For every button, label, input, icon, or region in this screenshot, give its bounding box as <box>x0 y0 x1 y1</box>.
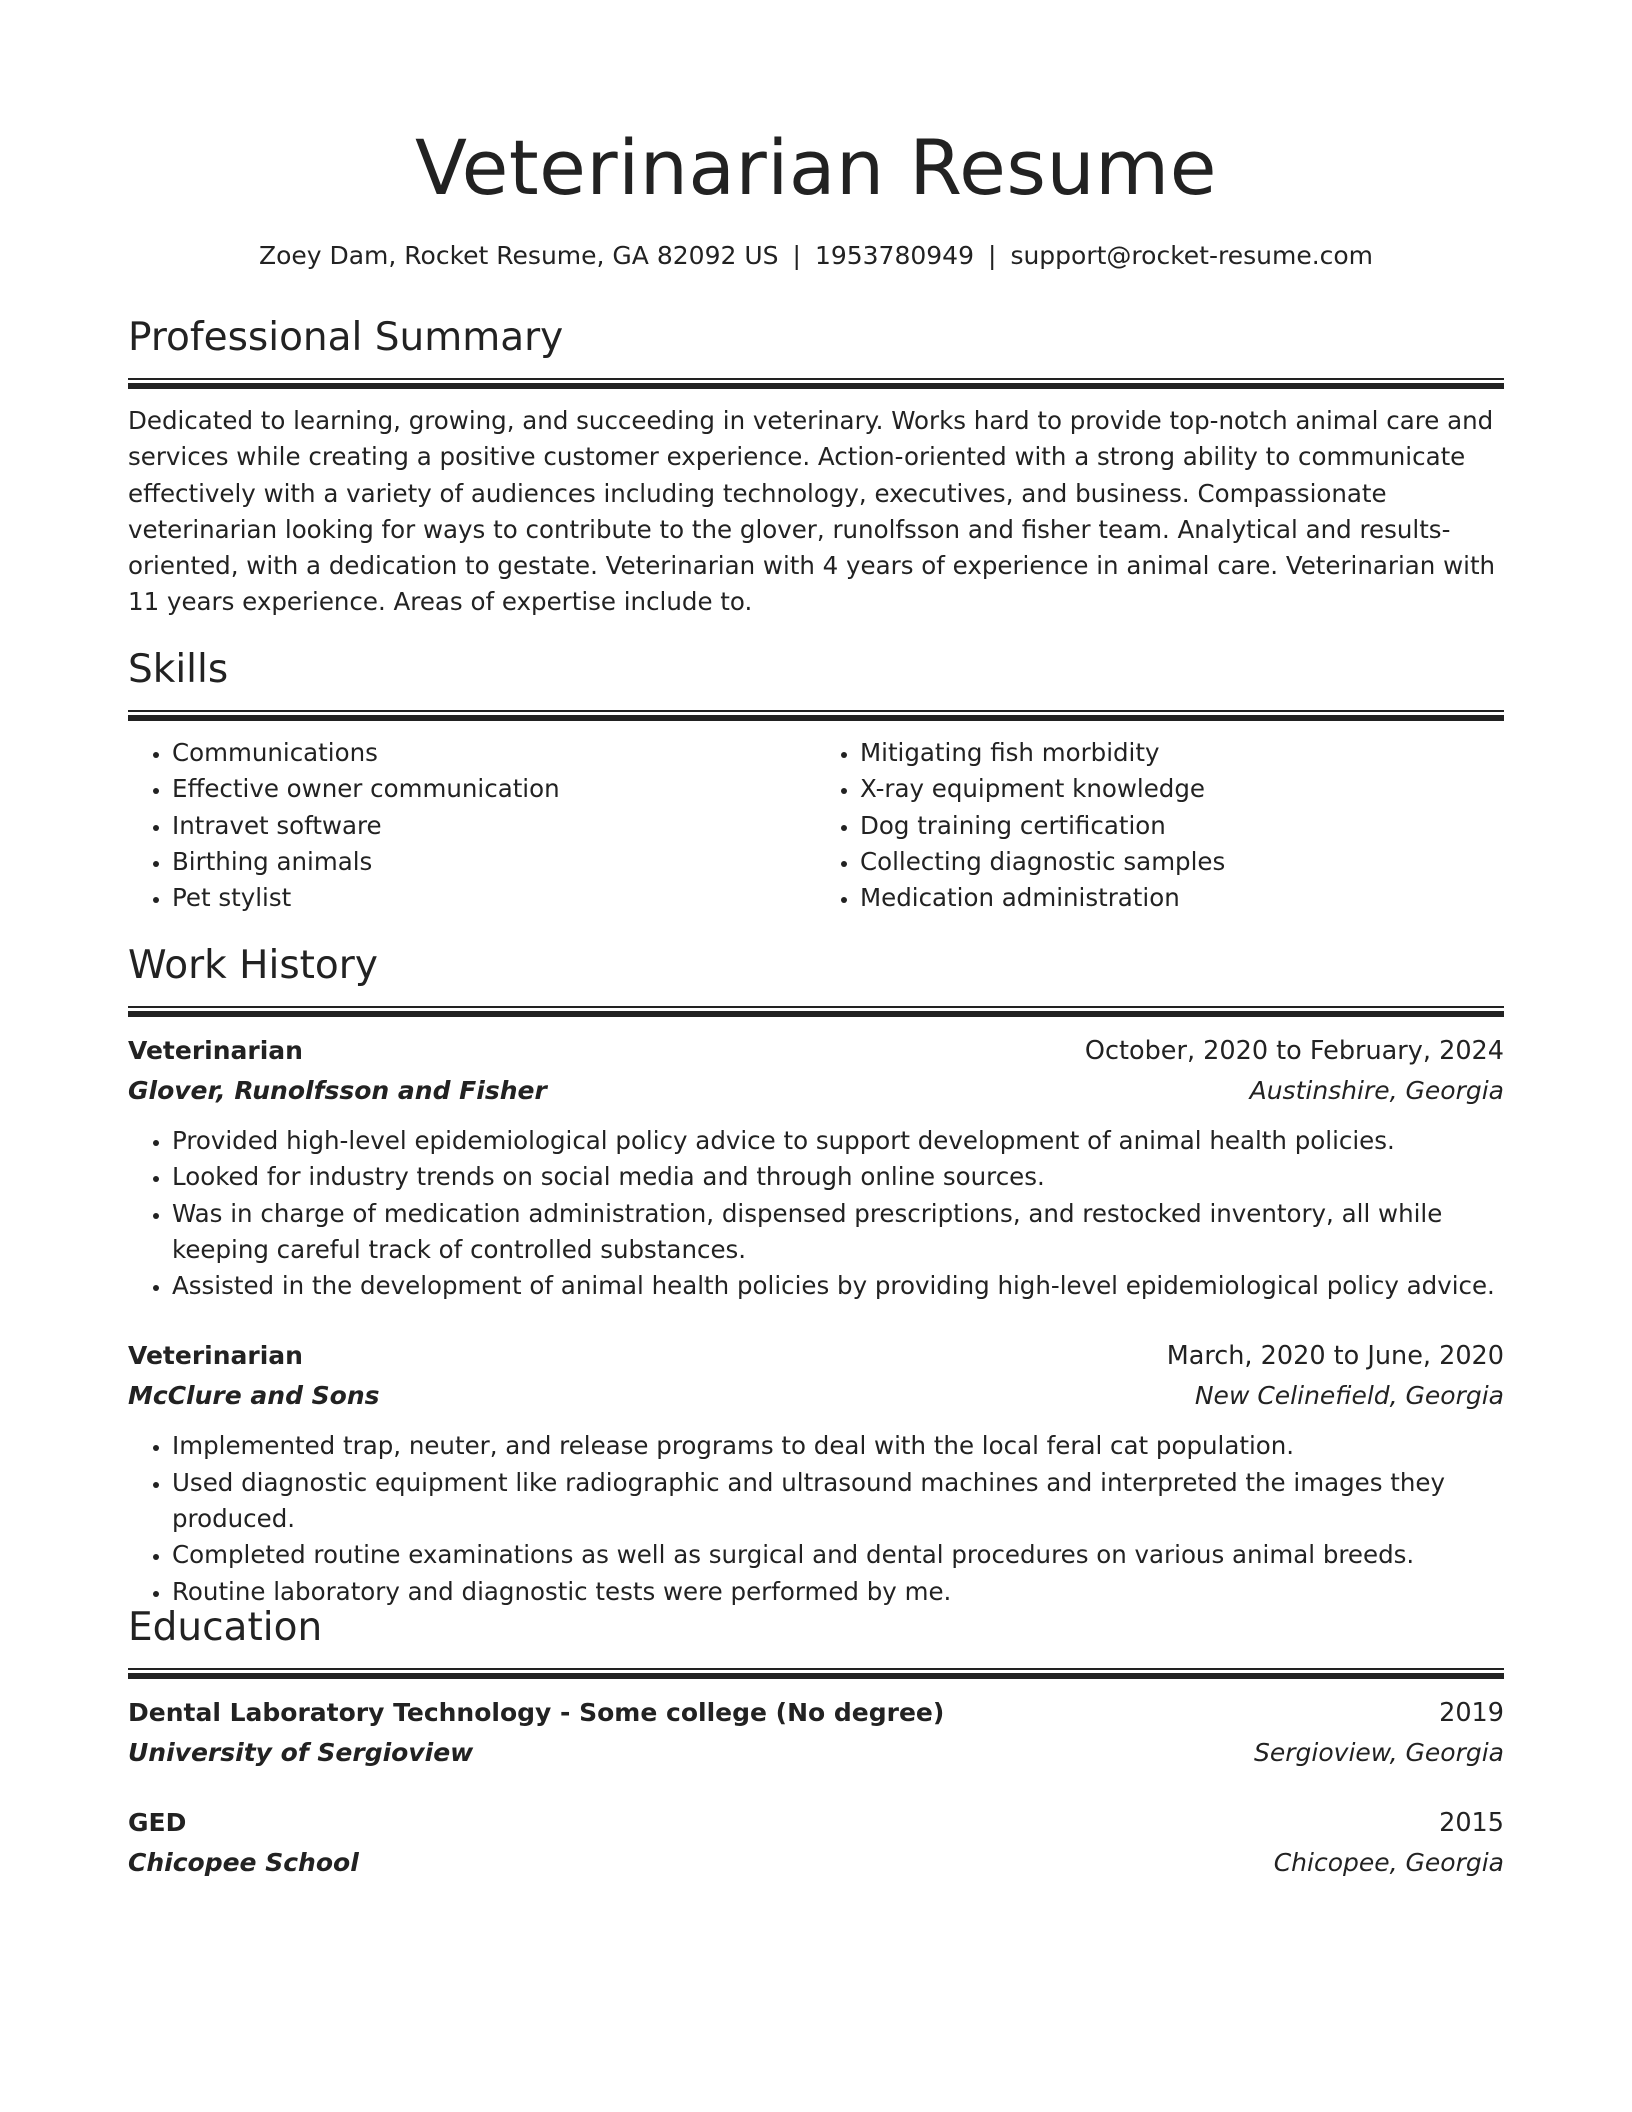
job-entry <box>128 1336 1504 1609</box>
job-header-row <box>128 1031 1504 1071</box>
job-dates: October, 2020 to February, 2024 <box>1084 1036 1504 1066</box>
section-divider <box>128 1006 1504 1017</box>
contact-phone: 1953780949 <box>814 241 974 270</box>
skills-list-right <box>816 735 1504 916</box>
skill-item: • Medication administration <box>860 880 1504 916</box>
contact-line <box>128 236 1504 276</box>
section-divider <box>128 710 1504 721</box>
contact-separator: | <box>988 241 997 270</box>
resume-title: Veterinarian Resume <box>415 123 1217 212</box>
education-location: Chicopee, Georgia <box>1273 1848 1504 1877</box>
contact-separator: | <box>792 241 801 270</box>
professional-summary-section <box>128 310 1504 621</box>
section-heading-skills: Skills <box>128 647 229 692</box>
skills-list-left <box>128 735 816 916</box>
job-dates: March, 2020 to June, 2020 <box>1166 1341 1504 1372</box>
education-year: 2015 <box>1439 1808 1504 1838</box>
education-header-row <box>128 1803 1504 1843</box>
skill-item: • Mitigating fish morbidity <box>860 735 1504 771</box>
work-history-section <box>128 938 1504 1610</box>
education-location: Sergioview, Georgia <box>1254 1738 1504 1767</box>
skills-section <box>128 642 1504 916</box>
job-location: New Celinefield, Georgia <box>1194 1381 1504 1411</box>
skill-item: • Pet stylist <box>172 880 816 916</box>
contact-email: support@rocket-resume.com <box>1010 241 1374 270</box>
skill-item: • Collecting diagnostic samples <box>860 844 1504 880</box>
education-entry <box>128 1693 1504 1773</box>
education-degree: Dental Laboratory Technology - Some college (No degree) <box>128 1698 945 1727</box>
skill-item: • Birthing animals <box>172 844 816 880</box>
job-bullet: • Used diagnostic equipment like radiographic and ultrasound machines and interpreted the images they produced. <box>172 1465 1504 1538</box>
section-divider <box>128 378 1504 389</box>
education-school: University of Sergioview <box>128 1738 474 1767</box>
section-heading-work-history: Work History <box>128 943 378 988</box>
skill-item: • Communications <box>172 735 816 771</box>
job-bullet: • Looked for industry trends on social media and through online sources. <box>172 1159 1504 1195</box>
job-entry <box>128 1031 1504 1304</box>
job-bullet: • Was in charge of medication administration, dispensed prescriptions, and restocked inventory, all while keeping careful track of controlled substances. <box>172 1196 1504 1269</box>
education-header-row <box>128 1693 1504 1733</box>
job-bullets <box>128 1123 1504 1304</box>
skill-item: • X-ray equipment knowledge <box>860 771 1504 807</box>
education-degree: GED <box>128 1808 187 1837</box>
section-heading-summary: Professional Summary <box>128 315 564 360</box>
skills-columns <box>128 735 1504 916</box>
job-bullet: • Implemented trap, neuter, and release programs to deal with the local feral cat population. <box>172 1428 1504 1464</box>
skill-item: • Dog training certification <box>860 808 1504 844</box>
job-company: Glover, Runolfsson and Fisher <box>128 1076 547 1105</box>
education-entry <box>128 1803 1504 1883</box>
education-school-row <box>128 1733 1504 1773</box>
job-bullet: • Assisted in the development of animal health policies by providing high-level epidemiological policy advice. <box>172 1268 1504 1304</box>
education-school: Chicopee School <box>128 1848 359 1877</box>
contact-address: Zoey Dam, Rocket Resume, GA 82092 US <box>258 241 779 270</box>
job-location: Austinshire, Georgia <box>1249 1076 1504 1105</box>
job-company: McClure and Sons <box>128 1381 380 1411</box>
education-school-row <box>128 1843 1504 1883</box>
section-heading-education: Education <box>128 1605 323 1650</box>
job-bullet: • Routine laboratory and diagnostic tests were performed by me. <box>172 1574 1504 1610</box>
skill-item: • Effective owner communication <box>172 771 816 807</box>
job-bullet: • Completed routine examinations as well as surgical and dental procedures on various animal breeds. <box>172 1537 1504 1573</box>
job-header-row <box>128 1336 1504 1376</box>
section-divider <box>128 1668 1504 1679</box>
education-year: 2019 <box>1439 1698 1504 1728</box>
job-title: Veterinarian <box>128 1036 303 1065</box>
education-section <box>128 1600 1504 1883</box>
skill-item: • Intravet software <box>172 808 816 844</box>
job-company-row <box>128 1376 1504 1416</box>
job-bullet: • Provided high-level epidemiological policy advice to support development of animal health policies. <box>172 1123 1504 1159</box>
summary-text: Dedicated to learning, growing, and succeeding in veterinary. Works hard to provide top-notch animal care and services while creating a positive customer experience. Action-oriented with a strong ability to communicate effectively with a variety of audiences including technology, executives, and business. Compassionate veterinarian looking for ways to contribute to the glover, runolfsson and fisher team. Analytical and results-oriented, with a dedication to gestate. Veterinarian with 4 years of experience in animal care. Veterinarian with 11 years experience. Areas of expertise include to. <box>128 406 1496 617</box>
job-title: Veterinarian <box>128 1341 303 1371</box>
job-bullets <box>128 1428 1504 1609</box>
job-company-row <box>128 1071 1504 1111</box>
